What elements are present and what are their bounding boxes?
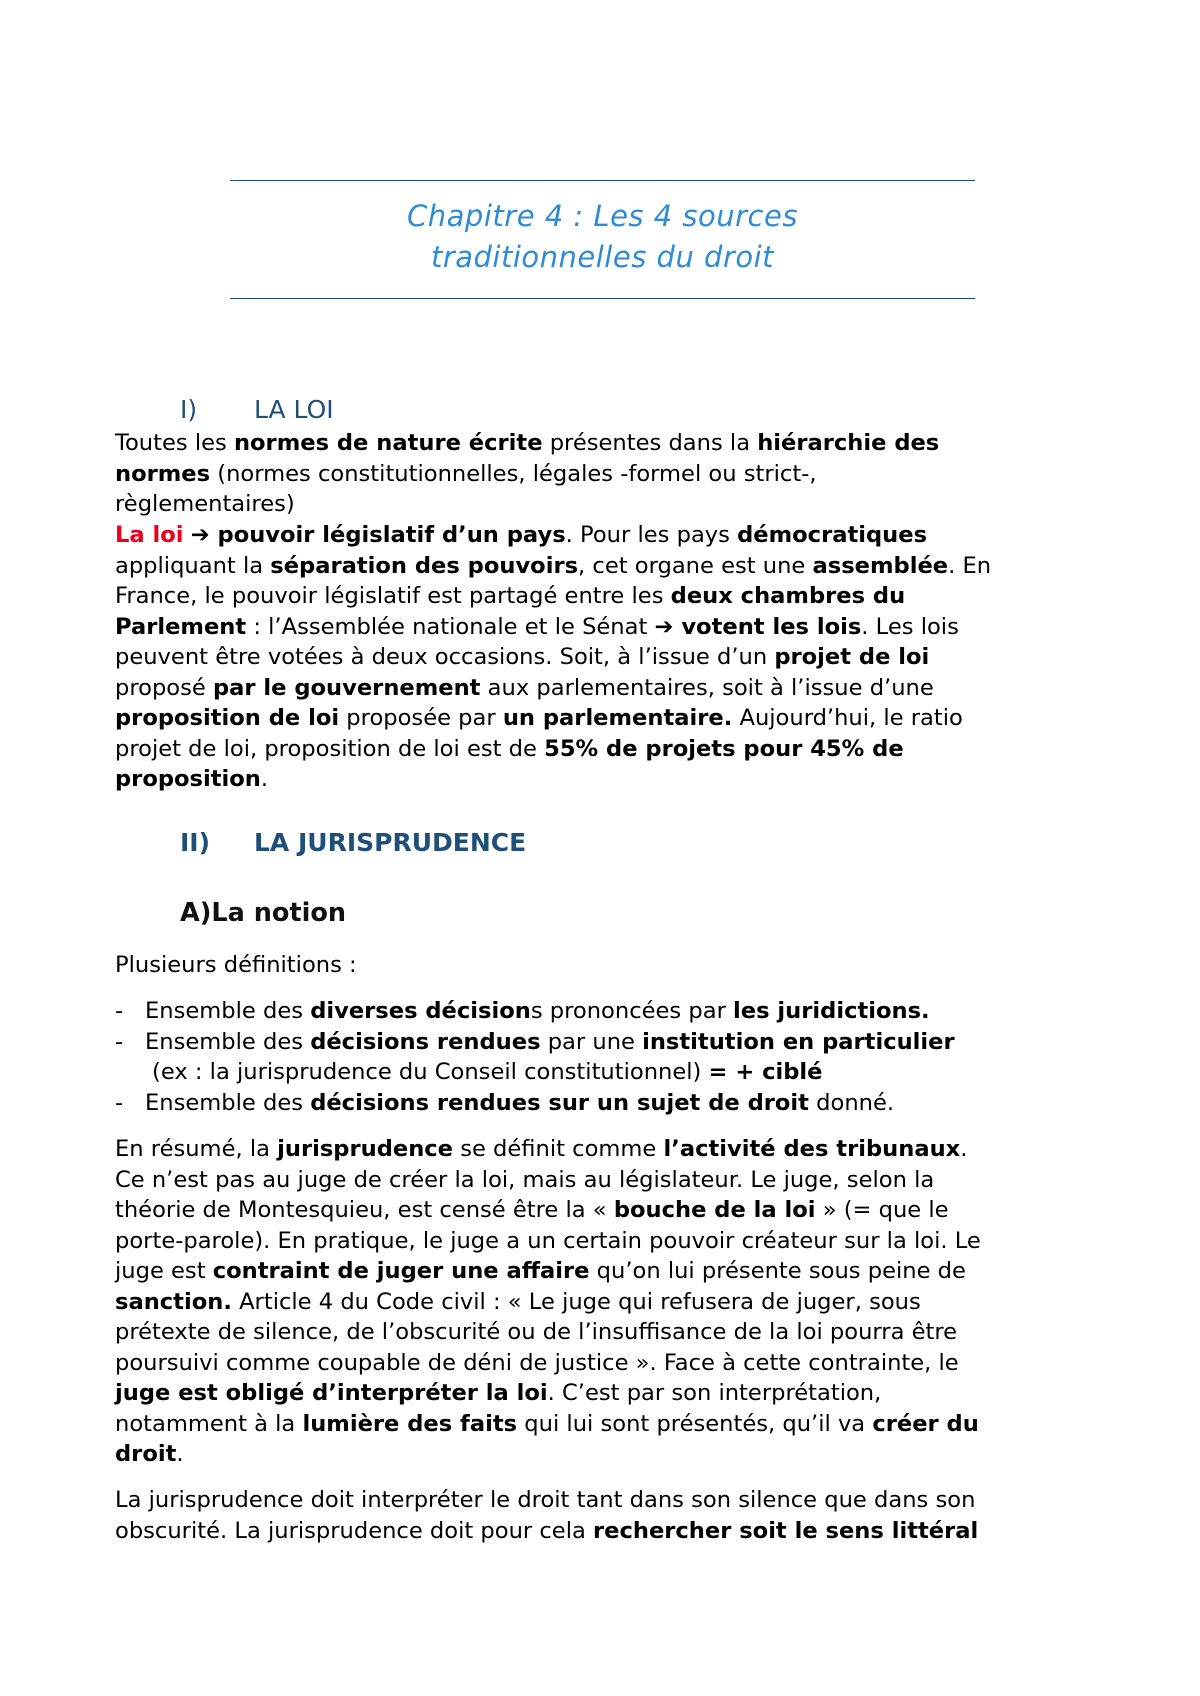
title-line-2: traditionnelles du droit <box>430 240 775 274</box>
section-number: I) <box>180 395 198 424</box>
title-top-rule <box>230 180 975 181</box>
list-item: - Ensemble des décisions rendues par une institution en particulier <box>115 1028 955 1055</box>
section-heading-loi <box>180 395 334 424</box>
subsection-heading-notion: A)La notion <box>180 898 346 928</box>
paragraph-interpretation: La jurisprudence doit interpréter le droit tant dans son silence que dans son obscurité. La jurisprudence doit pour cela rechercher soit le sens littéral <box>115 1487 979 1544</box>
section-title: LA JURISPRUDENCE <box>254 828 527 857</box>
title-line-1: Chapitre 4 : Les 4 sources <box>407 199 798 233</box>
arrow-icon: ➔ <box>654 613 674 640</box>
list-item: - Ensemble des décisions rendues sur un sujet de droit donné. <box>115 1089 895 1116</box>
section-number: II) <box>180 828 211 857</box>
paragraph-la-loi: La loi ➔ pouvoir législatif d’un pays. Pour les pays démocratiques appliquant la séparation des pouvoirs, cet organe est une assemblée. En France, le pouvoir législatif est partagé entre les deux chambres du Parlement : l’Assemblée nationale et le Sénat ➔ votent les lois. Les lois peuvent être votées à deux occasions. Soit, à l’issue d’un projet de loi proposé par le gouvernement aux parlementaires, soit à l’issue d’une proposition de loi proposée par un parlementaire. Aujourd’hui, le ratio projet de loi, proposition de loi est de 55% de projets pour 45% de proposition. <box>115 522 992 792</box>
section-heading-jurisprudence <box>180 828 526 857</box>
list-item: - Ensemble des diverses décisions prononcées par les juridictions. <box>115 998 930 1024</box>
definitions-list <box>115 996 1075 1118</box>
definitions-intro: Plusieurs définitions : <box>115 952 357 978</box>
chapter-title <box>230 196 975 278</box>
list-item-continuation: (ex : la jurisprudence du Conseil constitutionnel) = + ciblé <box>152 1059 823 1085</box>
red-label: La loi <box>115 522 184 548</box>
paragraph-normes: Toutes les normes de nature écrite présentes dans la hiérarchie des normes (normes constitutionnelles, légales -formel ou strict-, règlementaires) <box>115 430 940 517</box>
title-bottom-rule <box>230 298 975 299</box>
section-title: LA LOI <box>254 395 334 424</box>
arrow-icon: ➔ <box>190 522 210 548</box>
paragraph-resume: En résumé, la jurisprudence se définit comme l’activité des tribunaux. Ce n’est pas au juge de créer la loi, mais au législateur. Le juge, selon la théorie de Montesquieu, est censé être la « bouche de la loi » (= que le porte-parole). En pratique, le juge a un certain pouvoir créateur sur la loi. Le juge est contraint de juger une affaire qu’on lui présente sous peine de sanction. Article 4 du Code civil : « Le juge qui refusera de juger, sous prétexte de silence, de l’obscurité ou de l’insuffisance de la loi pourra être poursuivi comme coupable de déni de justice ». Face à cette contrainte, le juge est obligé d’interpréter la loi. C’est par son interprétation, notamment à la lumière des faits qui lui sont présentés, qu’il va créer du droit. <box>115 1136 981 1467</box>
